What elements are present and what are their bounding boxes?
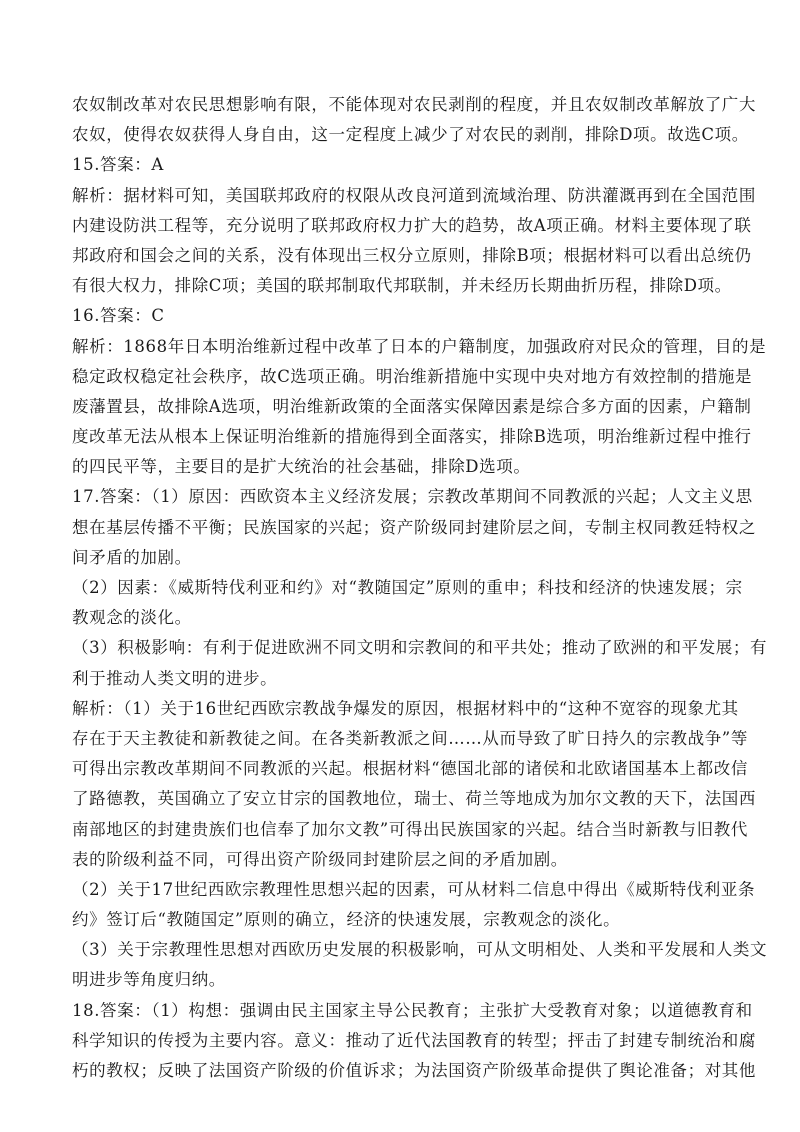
text-line: 科学知识的传授为主要内容。意义：推动了近代法国教育的转型；抨击了封建专制统治和腐 (72, 1030, 756, 1050)
text-line: （3）积极影响：有利于促进欧洲不同文明和宗教间的和平共处；推动了欧洲的和平发展；有 (72, 638, 768, 658)
answer-heading-16: 16.答案：C (72, 306, 165, 326)
answer-heading-15: 15.答案：A (72, 155, 164, 175)
text-line: 存在于天主教徒和新教徒之间。在各类新教派之间……从而导致了旷日持久的宗教战争”等 (72, 728, 748, 748)
text-line: 度改革无法从根本上保证明治维新的措施得到全面落实，排除B选项，明治维新过程中推行 (72, 427, 752, 447)
text-line: 表的阶级利益不同，可得出资产阶级同封建阶层之间的矛盾加剧。 (72, 849, 568, 869)
text-line: 农奴制改革对农民思想影响有限，不能体现对农民剥削的程度，并且农奴制改革解放了广大 (72, 95, 756, 114)
text-line: 邦政府和国会之间的关系，没有体现出三权分立原则，排除B项；根据材料可以看出总统仍 (72, 245, 752, 265)
answer-heading-18: 18.答案：（1）构想：强调由民主国家主导公民教育；主张扩大受教育对象；以道德教育和 (72, 1000, 753, 1020)
text-line: 内建设防洪工程等，充分说明了联邦政府权力扩大的趋势，故A项正确。材料主要体现了联 (72, 215, 752, 235)
text-line: 明进步等角度归纳。 (72, 970, 226, 990)
text-line: 解析：（1）关于16世纪西欧宗教战争爆发的原因，根据材料中的“这种不宽容的现象尤其 (72, 698, 739, 718)
text-line: （2）关于17世纪西欧宗教理性思想兴起的因素，可从材料二信息中得出《威斯特伐利亚条 (72, 879, 756, 899)
text-line: 了路德教，英国确立了安立甘宗的国教地位，瑞士、荷兰等地成为加尔文教的天下，法国西 (72, 789, 756, 809)
text-line: 间矛盾的加剧。 (72, 547, 192, 567)
text-line: 利于推动人类文明的进步。 (72, 668, 278, 688)
text-line: 农奴，使得农奴获得人身自由，这一定程度上减少了对农民的剥削，排除D项。故选C项。 (72, 125, 749, 145)
text-line: 南部地区的封建贵族们也信奉了加尔文教”可得出民族国家的兴起。结合当时新教与旧教代 (72, 819, 748, 839)
text-line: 想在基层传播不平衡；民族国家的兴起；资产阶级同封建阶层之间，专制主权同教廷特权之 (72, 517, 756, 537)
answer-heading-17: 17.答案：（1）原因：西欧资本主义经济发展；宗教改革期间不同教派的兴起；人文主义思 (72, 487, 753, 507)
text-line: 废藩置县，故排除A选项，明治维新政策的全面落实保障因素是综合多方面的因素，户籍制 (72, 396, 752, 416)
document-page (72, 90, 768, 1086)
text-line: 朽的教权；反映了法国资产阶级的价值诉求；为法国资产阶级革命提供了舆论准备；对其他 (72, 1061, 756, 1080)
text-line: 稳定政权稳定社会秩序，故C选项正确。明治维新措施中实现中央对地方有效控制的措施是 (72, 366, 753, 386)
text-line: 约》签订后“教随国定”原则的确立，经济的快速发展，宗教观念的淡化。 (72, 910, 621, 930)
text-line: 解析：据材料可知，美国联邦政府的权限从改良河道到流域治理、防洪灌溉再到在全国范围 (72, 185, 756, 205)
text-line: （2）因素：《威斯特伐利亚和约》对“教随国定”原则的重申；科技和经济的快速发展；宗 (72, 578, 743, 597)
text-line: 有很大权力，排除C项；美国的联邦制取代邦联制，并未经历长期曲折历程，排除D项。 (72, 276, 732, 296)
text-line: 教观念的淡化。 (72, 608, 192, 628)
text-line: 解析：1868年日本明治维新过程中改革了日本的户籍制度，加强政府对民众的管理，目的是 (72, 336, 767, 356)
text-line: 的四民平等，主要目的是扩大统治的社会基础，排除D选项。 (72, 457, 531, 477)
text-line: （3）关于宗教理性思想对西欧历史发展的积极影响，可从文明相处、人类和平发展和人类文 (72, 940, 768, 960)
text-line: 可得出宗教改革期间不同教派的兴起。根据材料“德国北部的诸侯和北欧诸国基本上都改信 (72, 759, 748, 779)
